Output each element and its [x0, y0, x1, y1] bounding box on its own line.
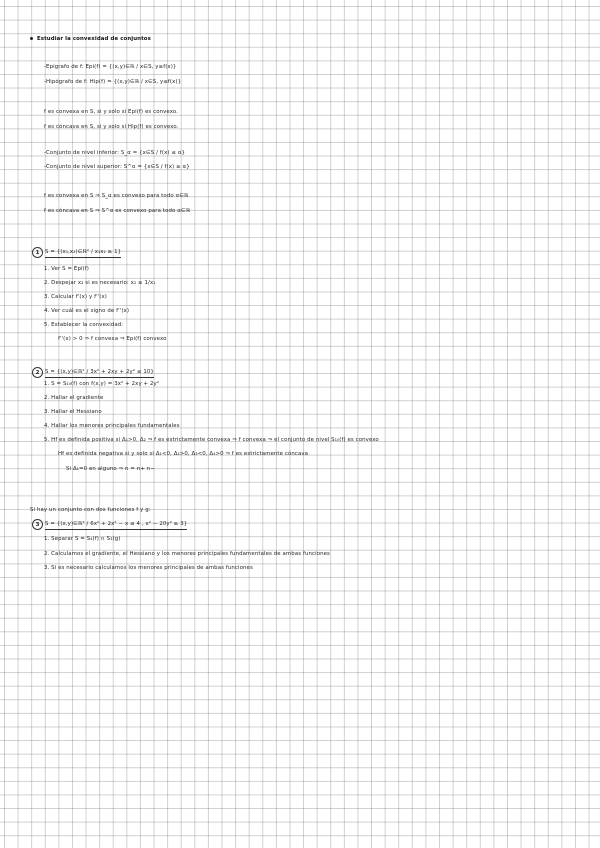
exercise-2-step: 2. Hallar el gradiente [44, 395, 104, 401]
exercise-2-set: S = {(x,y)∈ℝ² / 3x² + 2xy + 2y² ≤ 10} [45, 369, 154, 378]
exercise-2-step: 5. Hf es definida positiva si Δ₁>0, Δ₂ ⇒ f es estrictamente convexa ⇒ f convexa ⇒ el conjunto de nivel S₁₀(f) es convexo [44, 437, 379, 443]
exercise-2-note: Si Δ₁=0 en alguno ⇒ n = n+ n− [66, 466, 155, 472]
exercise-1-step: 5. Establecer la convexidad: [44, 322, 124, 328]
convexa-statement: f es convexa en S, si y solo si Epi(f) es convexo. [44, 109, 179, 115]
exercise-1-set: S = {(x₁,x₂)∈ℝ² / x₁x₂ ≥ 1} [45, 249, 121, 258]
exercise-1-step: 2. Despejar x₂ si es necesario: x₂ ≥ 1/x₁ [44, 280, 156, 286]
exercise-2-step: 3. Hallar el Hessiano [44, 409, 102, 415]
exercise-1-conclusion: f''(x) > 0 ⇒ f convexa ⇒ Epi(f) convexo [58, 336, 167, 342]
nivel-superior-definition: -Conjunto de nivel superior: S^α = {x∈S / f(x) ≥ α} [44, 164, 190, 170]
exercise-3-step: 3. Si es necesario calculamos los menores principales de ambas funciones [44, 565, 253, 571]
concava-statement: f es cóncava en S, si y solo si Hip(f) es convexo. [44, 124, 179, 130]
exercise-2-step: 1. S = S₁₀(f) con f(x,y) = 3x² + 2xy + 2y² [44, 381, 160, 387]
exercise-2-badge: 2 [32, 367, 43, 378]
exercise-3-step: 2. Calculamos el gradiente, el Hessiano y los menores principales fundamentales de ambas funciones [44, 551, 330, 557]
exercise-2-step: 4. Hallar los menores principales fundamentales [44, 423, 180, 429]
exercise-3-step: 1. Separar S = S₄(f) ∩ S₃(g) [44, 536, 121, 542]
exercise-1-step: 4. Ver cuál es el signo de f''(x) [44, 308, 130, 314]
exercise-1-badge: 1 [32, 247, 43, 258]
epigrafo-definition: -Epígrafo de f: Epi(f) = {(x,y)∈ℝ / x∈S, y≥f(x)} [44, 64, 177, 70]
hipografo-definition: -Hipógrafo de f: Hip(f) = {(x,y)∈ℝ / x∈S, y≤f(x)} [44, 79, 182, 85]
exercise-2-step-continuation: Hf es definida negativa si y solo si Δ₁<0, Δ₂>0, Δ₃<0, Δ₄>0 ⇒ f es estrictamente cóncava [58, 451, 309, 457]
intro-title-text: Estudiar la convexidad de conjuntos [37, 36, 151, 42]
exercise-3-badge: 3 [32, 519, 43, 530]
exercise-3-intro: Si hay un conjunto con dos funciones f y g: [30, 507, 151, 513]
nivel-inferior-definition: -Conjunto de nivel inferior: S_α = {x∈S / f(x) ≤ α} [44, 150, 186, 156]
exercise-3-set: S = {(x,y)∈ℝ³ / 6x² + 2x² − x ≤ 4 , x² − 20y² ≥ 3} [45, 521, 187, 530]
bullet-icon [30, 37, 33, 40]
exercise-1-step: 3. Calcular f'(x) y f''(x) [44, 294, 107, 300]
concava-nivel-statement: f es cóncava en S ⇒ S^α es convexo para todo α∈ℝ [44, 208, 191, 214]
convexa-nivel-statement: f es convexa en S ⇒ S_α es convexo para todo α∈ℝ [44, 193, 189, 199]
intro-title [30, 36, 151, 43]
exercise-1-step: 1. Ver S = Epi(f) [44, 266, 90, 272]
